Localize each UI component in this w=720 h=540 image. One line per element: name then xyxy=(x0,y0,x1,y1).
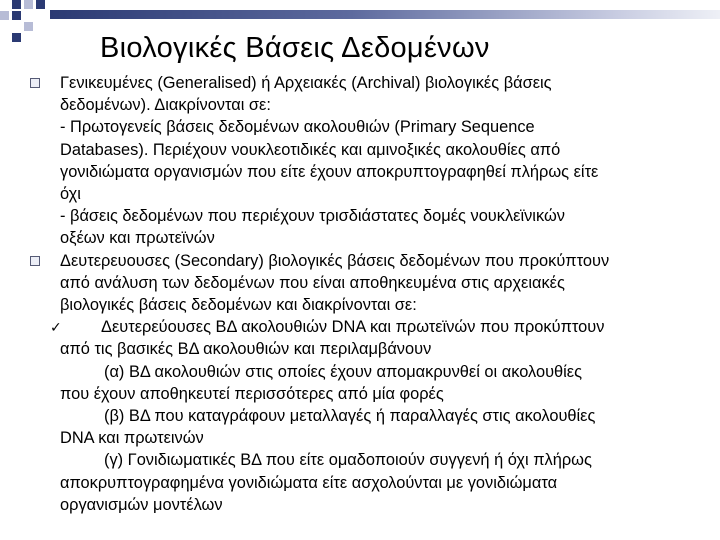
deco-square xyxy=(0,11,9,20)
slide-title: Βιολογικές Βάσεις Δεδομένων xyxy=(100,32,490,64)
text-line: δεδομένων). Διακρίνονται σε: xyxy=(60,96,271,115)
text-line: (γ) Γονιδιωματικές ΒΔ που είτε ομαδοποιούν συγγενή ή όχι πλήρως xyxy=(104,451,592,470)
title-accent-bar xyxy=(50,10,720,19)
deco-square xyxy=(24,0,33,9)
sub-paragraph xyxy=(30,361,710,405)
deco-square xyxy=(36,0,45,9)
text-line: που έχουν αποθηκευτεί περισσότερες από μία φορές xyxy=(60,384,444,403)
text-line: βιολογικές βάσεις δεδομένων και διακρίνονται σε: xyxy=(60,296,417,315)
text-line: οργανισμών μοντέλων xyxy=(60,495,223,514)
text-line: - βάσεις δεδομένων που περιέχουν τρισδιάστατες δομές νουκλεϊνικών xyxy=(60,207,565,226)
corner-decoration xyxy=(0,0,60,44)
text-line: Δευτερευουσες (Secondary) βιολογικές βάσεις δεδομένων που προκύπτουν xyxy=(60,251,610,270)
sub-paragraph xyxy=(30,449,710,516)
check-item xyxy=(30,316,710,360)
text-line: DNA και πρωτεινών xyxy=(60,429,204,448)
deco-square xyxy=(12,11,21,20)
text-line: γονιδιώματα οργανισμών που είτε έχουν αποκρυπτογραφηθεί πλήρως είτε xyxy=(60,162,599,181)
text-line: Δευτερεύουσες ΒΔ ακολουθιών DNA και πρωτεϊνών που προκύπτουν xyxy=(101,318,605,337)
text-line: - Πρωτογενείς βάσεις δεδομένων ακολουθιών (Primary Sequence xyxy=(60,118,535,137)
hollow-square-bullet-icon xyxy=(30,78,40,88)
text-line: (β) ΒΔ που καταγράφουν μεταλλαγές ή παραλλαγές στις ακολουθίες xyxy=(104,407,596,426)
checkmark-icon: ✓ xyxy=(50,319,62,336)
text-line: (α) ΒΔ ακολουθιών στις οποίες έχουν απομακρυνθεί οι ακολουθίες xyxy=(104,362,582,381)
hollow-square-bullet-icon xyxy=(30,256,40,266)
slide-content xyxy=(30,72,710,516)
text-line: αποκρυπτογραφημένα γονιδιώματα είτε ασχολούνται με γονιδιώματα xyxy=(60,473,558,492)
text-line: από τις βασικές ΒΔ ακολουθιών και περιλαμβάνουν xyxy=(60,340,432,359)
bullet-item xyxy=(30,72,710,250)
deco-square xyxy=(12,33,21,42)
text-line: Databases). Περιέχουν νουκλεοτιδικές και αμινοξικές ακολουθίες από xyxy=(60,140,561,159)
text-line: από ανάλυση των δεδομένων που είναι αποθηκευμένα στις αρχειακές xyxy=(60,273,565,292)
text-line: οξέων και πρωτεϊνών xyxy=(60,229,215,248)
deco-square xyxy=(12,0,21,9)
text-line: όχι xyxy=(60,185,81,204)
bullet-item xyxy=(30,250,710,317)
deco-square xyxy=(24,22,33,31)
text-line: Γενικευμένες (Generalised) ή Αρχειακές (Archival) βιολογικές βάσεις xyxy=(60,74,552,92)
sub-paragraph xyxy=(30,405,710,449)
